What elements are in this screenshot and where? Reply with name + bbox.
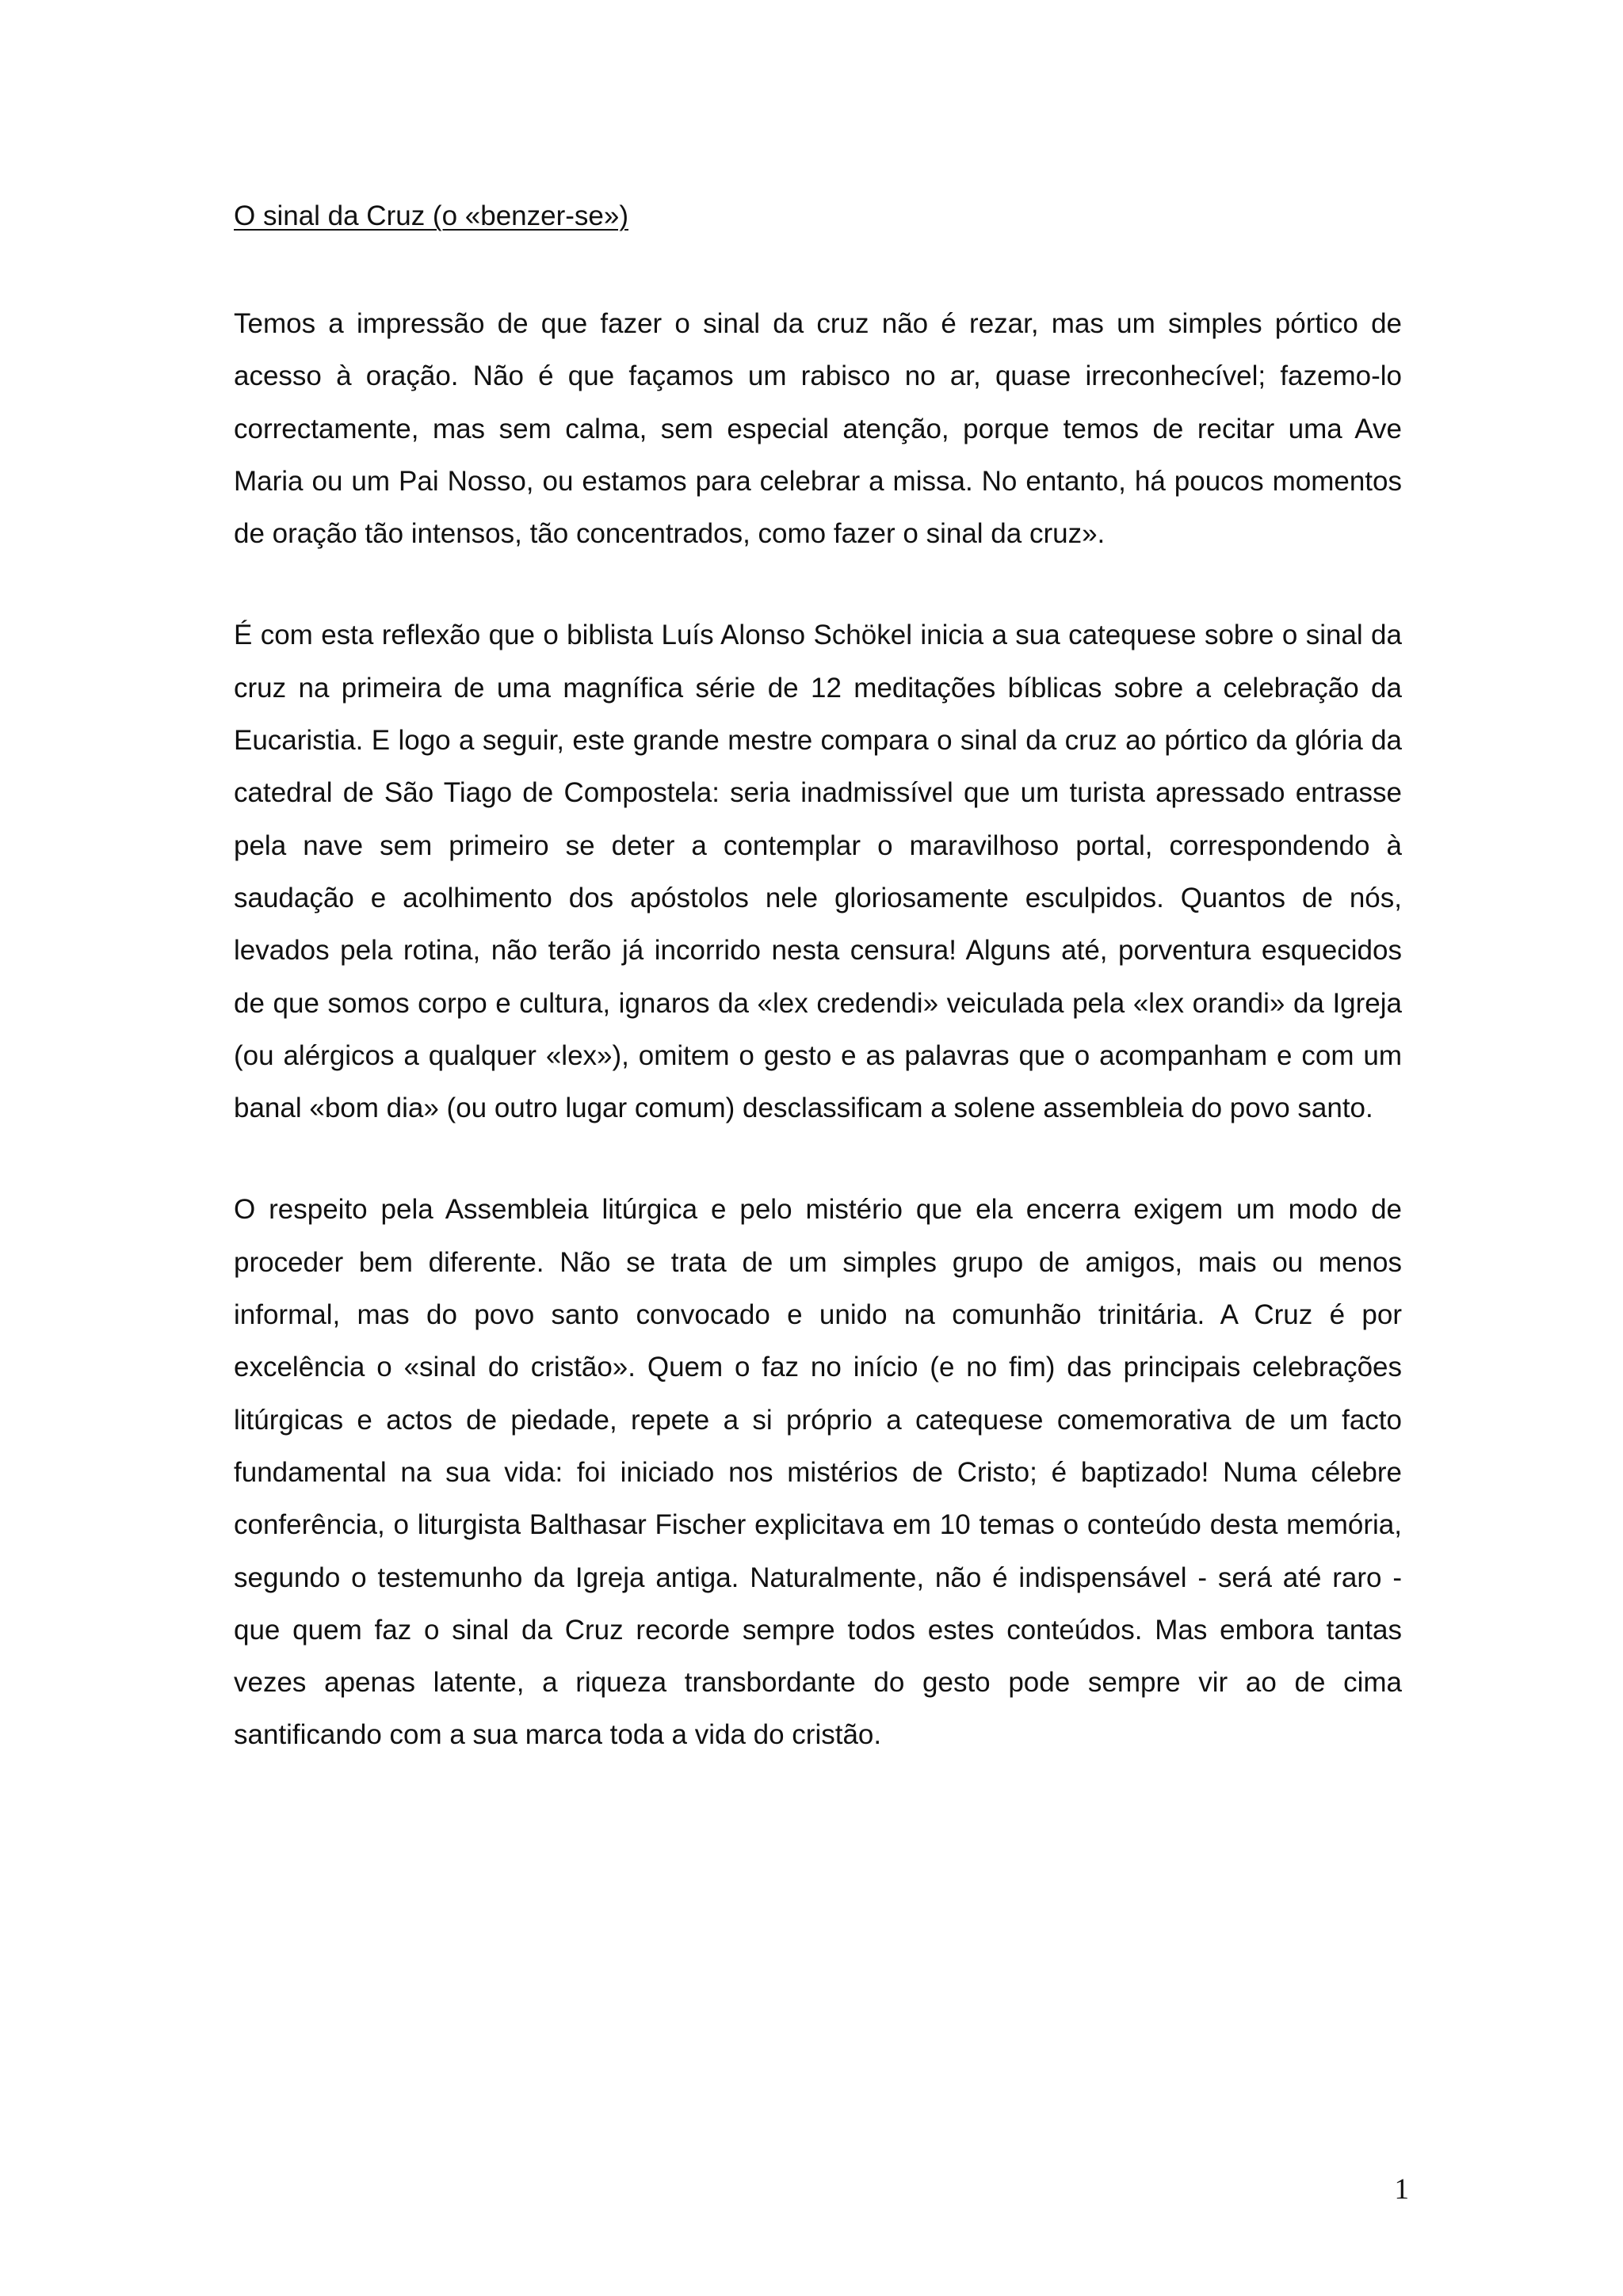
spacer bbox=[234, 1135, 1402, 1184]
paragraph-1: Temos a impressão de que fazer o sinal da cruz não é rezar, mas um simples pórtico de acesso à oração. Não é que façamos um rabisco no ar, quase irreconhecível; fazemo-lo correctamente, mas sem calma, sem especial atenção, porque temos de recitar uma Ave Maria ou um Pai Nosso, ou estamos para celebrar a missa. No entanto, há poucos momentos de oração tão intensos, tão concentrados, como fazer o sinal da cruz». bbox=[234, 308, 1402, 550]
paragraph-2: É com esta reflexão que o biblista Luís Alonso Schökel inicia a sua catequese sobre o sinal da cruz na primeira de uma magnífica série de 12 meditações bíblicas sobre a celebração da Eucaristia. E logo a seguir, este grande mestre compara o sinal da cruz ao pórtico da glória da catedral de São Tiago de Compostela: seria inadmissível que um turista apressado entrasse pela nave sem primeiro se deter a contemplar o maravilhoso portal, correspondendo à saudação e acolhimento dos apóstolos nele gloriosamente esculpidos. Quantos de nós, levados pela rotina, não terão já incorrido nesta censura! Alguns até, porventura esquecidos de que somos corpo e cultura, ignaros da «lex credendi» veiculada pela «lex orandi» da Igreja (ou alérgicos a qualquer «lex»), omitem o gesto e as palavras que o acompanham e com um banal «bom dia» (ou outro lugar comum) desclassificam a solene assembleia do povo santo. bbox=[234, 620, 1402, 1124]
document-title: O sinal da Cruz (o «benzer-se») bbox=[234, 200, 628, 231]
spacer bbox=[234, 560, 1402, 609]
document-body bbox=[234, 190, 1402, 1762]
page-number: 1 bbox=[1394, 2173, 1409, 2206]
spacer bbox=[234, 242, 1402, 298]
paragraph-3: O respeito pela Assembleia litúrgica e pelo mistério que ela encerra exigem um modo de proceder bem diferente. Não se trata de um simples grupo de amigos, mais ou menos informal, mas do povo santo convocado e unido na comunhão trinitária. A Cruz é por excelência o «sinal do cristão». Quem o faz no início (e no fim) das principais celebrações litúrgicas e actos de piedade, repete a si próprio a catequese comemorativa de um facto fundamental na sua vida: foi iniciado nos mistérios de Cristo; é baptizado! Numa célebre conferência, o liturgista Balthasar Fischer explicitava em 10 temas o conteúdo desta memória, segundo o testemunho da Igreja antiga. Naturalmente, não é indispensável - será até raro - que quem faz o sinal da Cruz recorde sempre todos estes conteúdos. Mas embora tantas vezes apenas latente, a riqueza transbordante do gesto pode sempre vir ao de cima santificando com a sua marca toda a vida do cristão. bbox=[234, 1194, 1402, 1751]
